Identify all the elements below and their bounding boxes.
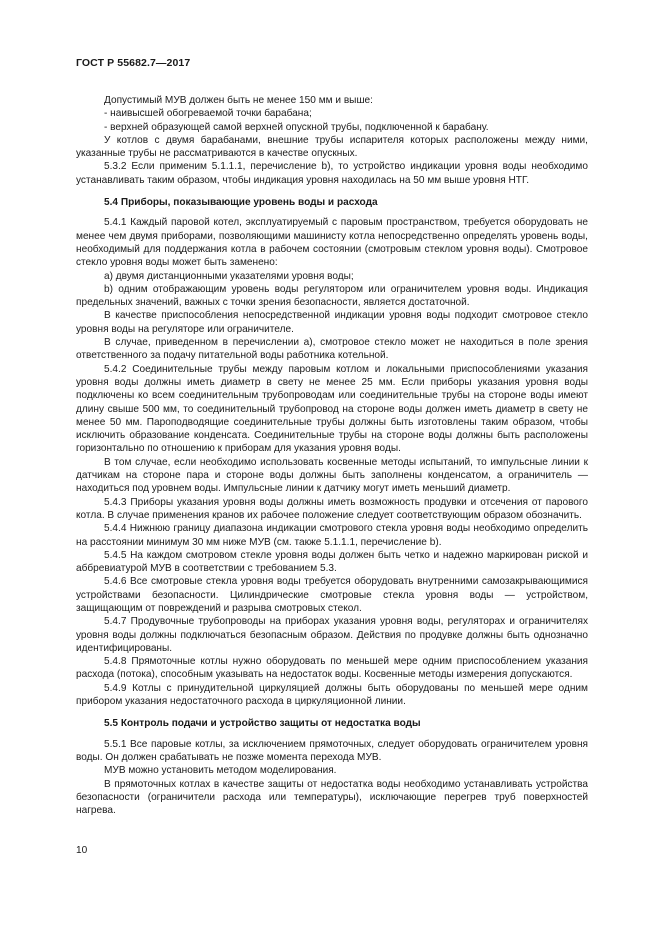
list-item: b) одним отображающим уровень воды регулятором или ограничителем уровня воды. Индикация предельных значений, важных с точки зрения безопасности, является достаточной. (76, 283, 588, 309)
page-number: 10 (76, 845, 88, 856)
paragraph: 5.4.1 Каждый паровой котел, эксплуатируемый с паровым пространством, требуется оборудовать не менее чем двумя приборами, позволяющими машинисту котла непосредственно определять уровень воды, необходимый для поддержания котла в рабочем состоянии (смотровым стеклом уровня воды). Смотровое стекло уровня воды может быть заменено: (76, 217, 588, 269)
paragraph: В случае, приведенном в перечислении а), смотровое стекло может не находиться в поле зрения ответственного за подачу питательной воды работника котельной. (76, 337, 588, 362)
paragraph: 5.4.8 Прямоточные котлы нужно оборудовать по меньшей мере одним приспособлением указания расхода (потока), способным указывать на недостаток воды. Косвенные методы измерения допускаются. (76, 656, 588, 681)
paragraph: 5.4.4 Нижнюю границу диапазона индикации смотрового стекла уровня воды необходимо определить на расстоянии минимум 30 мм ниже МУВ (см. также 5.1.1.1, перечисление b). (76, 523, 588, 548)
paragraph: 5.4.2 Соединительные трубы между паровым котлом и локальными приспособлениями указания уровня воды должны иметь диаметр в свету не менее 25 мм. Если приборы указания уровня воды подключены ко всем соединительным трубопроводам или соединительные трубы на стороне воды имеют длину свыше 500 мм, то соединительный трубопровод на стороне воды должен иметь диаметр в свету не менее 50 мм. Пароподводящие соединительные трубы должны быть изготовлены таким образом, чтобы исключить образование конденсата. Соединительные трубы на стороне воды должны быть расположены горизонтально по отношению к приборам для указания уровня воды. (76, 363, 588, 455)
paragraph: 5.5.1 Все паровые котлы, за исключением прямоточных, следует оборудовать ограничителем уровня воды. Он должен срабатывать не позже момента перехода МУВ. (76, 738, 588, 763)
document-header: ГОСТ Р 55682.7—2017 (76, 57, 191, 69)
paragraph: 5.4.6 Все смотровые стекла уровня воды требуется оборудовать внутренними самозакрывающимися устройствами безопасности. Цилиндрические смотровые стекла уровня воды — устройством, защищающим от повреждений и разрыва смотровых стекол. (76, 576, 588, 614)
list-item: a) двумя дистанционными указателями уровня воды; (104, 270, 354, 282)
paragraph: У котлов с двумя барабанами, внешние трубы испарителя которых расположены между ними, указанные трубы не рассматриваются в качестве опускных. (76, 134, 588, 160)
list-item: - наивысшей обогреваемой точки барабана; (104, 108, 312, 120)
section-heading-5-5: 5.5 Контроль подачи и устройство защиты от недостатка воды (104, 718, 421, 730)
paragraph: 5.4.5 На каждом смотровом стекле уровня воды должен быть четко и надежно маркирован риской и аббревиатурой МУВ в соответствии с требованием 5.3. (76, 549, 588, 575)
paragraph: В том случае, если необходимо использовать косвенные методы испытаний, то импульсные линии к датчикам на стороне пара и стороне воды должны быть заполнены конденсатом, а ограничитель — находиться под уровнем воды. Импульсные линии к датчику могут иметь меньший диаметр. (76, 456, 588, 495)
paragraph: 5.4.7 Продувочные трубопроводы на приборах указания уровня воды, регуляторах и ограничителях уровня воды должны подключаться безопасным образом. Действия по продувке должны быть однозначно идентифицированы. (76, 616, 588, 654)
paragraph: 5.4.9 Котлы с принудительной циркуляцией должны быть оборудованы по меньшей мере одним прибором указания недостаточного расхода в циркуляционной линии. (76, 682, 588, 708)
paragraph: 5.3.2 Если применим 5.1.1.1, перечисление b), то устройство индикации уровня воды необходимо устанавливать таким образом, чтобы индикация уровня находилась на 50 мм выше уровня НТГ. (76, 161, 588, 186)
paragraph: Допустимый МУВ должен быть не менее 150 мм и выше: (104, 95, 373, 106)
document-body (76, 94, 588, 817)
section-heading-5-4: 5.4 Приборы, показывающие уровень воды и расхода (104, 197, 378, 209)
list-item: - верхней образующей самой верхней опускной трубы, подключенной к барабану. (104, 121, 489, 133)
paragraph: В прямоточных котлах в качестве защиты от недостатка воды необходимо устанавливать устройства безопасности (ограничители расхода или температуры), исключающие перегрев труб поверхностей нагрева. (76, 778, 588, 817)
paragraph: 5.4.3 Приборы указания уровня воды должны иметь возможность продувки и отсечения от парового котла. В случае применения кранов их рабочее положение следует соответствующим образом обозначить. (76, 496, 588, 521)
paragraph: В качестве приспособления непосредственной индикации уровня воды подходит смотровое стекло уровня воды на регуляторе или ограничителе. (76, 310, 588, 335)
paragraph: МУВ можно установить методом моделирования. (104, 765, 337, 777)
